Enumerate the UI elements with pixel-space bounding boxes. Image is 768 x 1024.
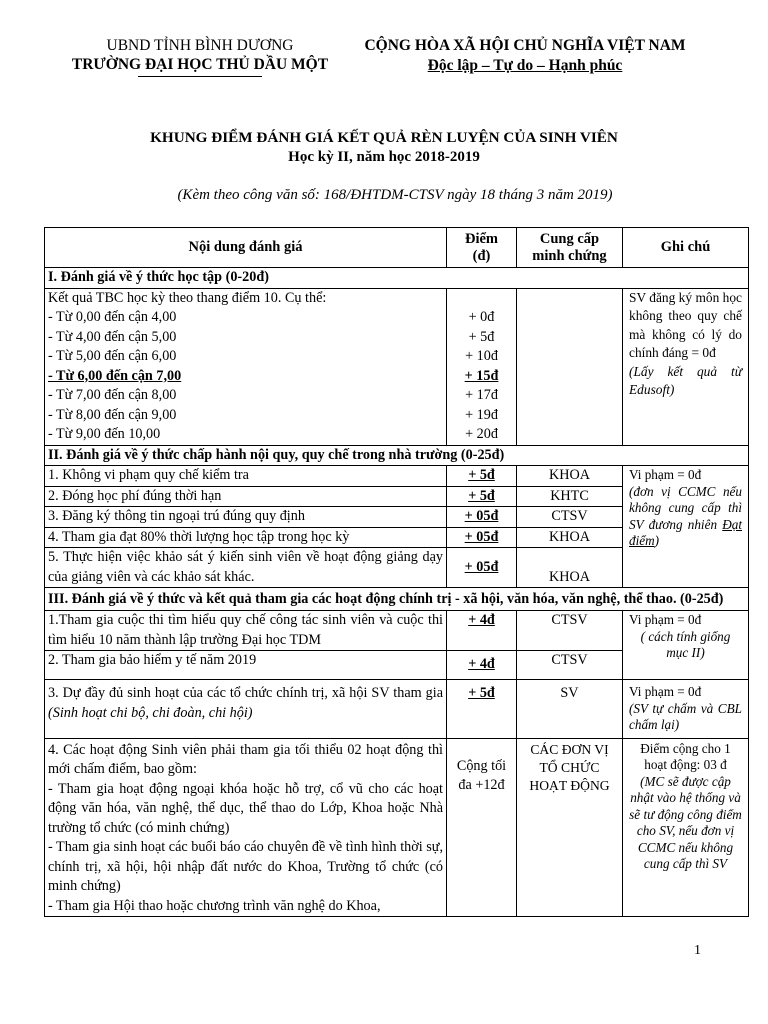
section-1-intro: Kết quả TBC học kỳ theo thang điểm 10. Cụ thể: [48,289,327,306]
criterion-label-text: 3. Dự đầy đủ sinh hoạt của các tổ chức chính trị, xã hội SV tham gia [48,685,443,701]
section-1-note-source: (Lấy kết quả từ Edusoft) [629,363,742,397]
section-1-content [45,288,447,445]
header-evidence-l2: minh chứng [532,247,607,264]
points-value: + 0đ [468,309,495,325]
department-name: UBND TỈNH BÌNH DƯƠNG [106,37,294,54]
header-points-l1: Điểm [464,230,498,247]
points-value: + 5đ [468,328,495,345]
section-3-title-row [45,588,749,611]
criterion-evidence: SV [517,680,623,739]
section-3-note-3-l1: Vi phạm = 0đ [629,684,702,699]
criterion-points: + 05đ [447,507,517,528]
table-row [45,466,749,487]
criterion-label: 2. Tham gia bảo hiểm y tế năm 2019 [45,651,447,680]
criterion-label: 2. Đóng học phí đúng thời hạn [45,486,447,507]
criterion-label [45,680,447,739]
criterion-label [45,738,447,917]
list-item: - Từ 4,00 đến cận 5,00 [48,328,177,345]
criterion-points: + 5đ [447,466,517,487]
activity-bullet: - Tham gia Hội thao hoặc chương trình văn nghệ do Khoa, [48,897,381,914]
country-motto: CỘNG HÒA XÃ HỘI CHỦ NGHĨA VIỆT NAM [364,37,686,54]
section-1-evidence [517,288,623,445]
table-row [45,680,749,739]
criterion-label: 1. Không vi phạm quy chế kiểm tra [45,466,447,487]
criterion-label: 4. Tham gia đạt 80% thời lượng học tập trong học kỳ [45,527,447,548]
page-number: 1 [694,943,701,958]
section-2-note-l2: (đơn vị CCMC nếu không cung cấp thì SV đương nhiên [629,483,742,532]
criterion-points: + 4đ [447,651,517,680]
criterion-evidence: KHOA [517,548,623,588]
header-points [447,228,517,268]
criterion-evidence: CÁC ĐƠN VỊ TỔ CHỨC HOẠT ĐỘNG [517,738,623,917]
section-3-title: III. Đánh giá về ý thức và kết quả tham gia các hoạt động chính trị - xã hội, văn hóa, văn nghệ, thể thao. (0-25đ) [45,588,749,611]
table-row [45,738,749,917]
section-1-title-row [45,268,749,289]
section-2-note-l1: Vi phạm = 0đ [629,467,702,482]
criterion-points: + 05đ [447,527,517,548]
criterion-evidence: CTSV [517,507,623,528]
points-value: + 20đ [465,426,498,442]
page-subtitle: Học kỳ II, năm học 2018-2019 [288,149,480,165]
section-3-note-3 [623,680,749,739]
section-1-title: I. Đánh giá về ý thức học tập (0-20đ) [45,268,749,289]
header-content: Nội dung đánh giá [45,228,447,268]
section-1-body-row [45,288,749,445]
section-3-note-4 [623,738,749,917]
section-3-note-12-l1: Vi phạm = 0đ [629,612,702,627]
section-1-points [447,288,517,445]
section-3-note-3-l2: (SV tự chấm và CBL chấm lại) [629,700,742,732]
points-value: + 19đ [465,406,498,423]
evaluation-table [44,227,749,917]
page-title: KHUNG ĐIỂM ĐÁNH GIÁ KẾT QUẢ RÈN LUYỆN CỦA SINH VIÊN [150,129,618,146]
section-3-note-12-l2: ( cách tính giống mục II) [640,628,731,660]
section-3-note-12 [623,611,749,680]
section-2-title: II. Đánh giá về ý thức chấp hành nội quy, quy chế trong nhà trường (0-25đ) [45,445,749,466]
section-2-note-l4: ) [654,533,660,548]
criterion-label: 5. Thực hiện việc khảo sát ý kiến sinh viên về hoạt động giảng dạy của giảng viên và các khảo sát khác. [45,548,447,588]
header-points-l2: (đ) [472,247,491,264]
list-item: - Từ 5,00 đến cận 6,00 [48,348,177,364]
criterion-evidence: CTSV [517,651,623,680]
section-2-note [623,466,749,588]
criterion-evidence: CTSV [517,611,623,651]
criterion-evidence: KHOA [517,466,623,487]
header-evidence [517,228,623,268]
activity-intro: 4. Các hoạt động Sinh viên phải tham gia tối thiểu 02 hoạt động thì mới chấm điểm, bao gồm: [48,741,443,777]
points-value-highlighted: + 15đ [464,367,499,384]
table-header-row [45,228,749,268]
criterion-points: + 5đ [447,486,517,507]
list-item: - Từ 9,00 đến 10,00 [48,426,161,442]
points-value: + 17đ [465,387,498,403]
header-evidence-l1: Cung cấp [539,230,600,247]
header-notes: Ghi chú [623,228,749,268]
section-2-title-row [45,445,749,466]
points-value: + 10đ [465,348,498,364]
criterion-points: + 5đ [447,680,517,739]
criterion-evidence: KHOA [517,527,623,548]
section-3-note-4-l2: (MC sẽ được cập nhật vào hệ thống và sẽ tư động công điểm cho SV, nếu đơn vị CCMC nếu không cung cấp thì SV [629,773,742,871]
school-underline [138,76,262,77]
slogan: Độc lập – Tự do – Hạnh phúc [427,57,623,74]
section-3-note-4-l1: Điểm cộng cho 1 hoạt động: 03 đ [640,740,731,772]
section-1-note-text: SV đăng ký môn học không theo quy chế mà không có lý do chính đáng = 0đ [629,289,742,360]
criterion-label: 1.Tham gia cuộc thi tìm hiểu quy chế công tác sinh viên và cuộc thi tìm hiểu 10 năm thành lập trường Đại học TDM [45,611,447,651]
table-row [45,611,749,651]
section-1-note [623,288,749,445]
section-2-note-l3: Đạt điểm [629,516,742,548]
reference-note: (Kèm theo công văn số: 168/ĐHTDM-CTSV ngày 18 tháng 3 năm 2019) [177,187,613,203]
school-name: TRƯỜNG ĐẠI HỌC THỦ DẦU MỘT [71,56,329,73]
activity-bullet: - Tham gia hoạt động ngoại khóa hoặc hỗ trợ, cổ vũ cho các hoạt động văn hóa, văn nghệ, thể dục, thể thao do Lớp, Khoa hoặc Nhà trường tổ chức (có minh chứng) [48,780,443,836]
criterion-points: + 4đ [447,611,517,651]
list-item-highlighted: - Từ 6,00 đến cận 7,00 [48,367,182,384]
criterion-evidence: KHTC [517,486,623,507]
list-item: - Từ 8,00 đến cận 9,00 [48,406,177,423]
list-item: - Từ 7,00 đến cận 8,00 [48,387,177,403]
criterion-label: 3. Đăng ký thông tin ngoại trú đúng quy định [45,507,447,528]
criterion-points: + 05đ [447,548,517,588]
activity-bullet: - Tham gia sinh hoạt các buổi báo cáo chuyên đề về tình hình thời sự, chính trị, xã hội, hội nhập đất nước do Khoa, Trường tổ chức (có minh chứng) [48,839,443,894]
criterion-points: Cộng tối đa +12đ [447,738,517,917]
criterion-label-italic: (Sinh hoạt chi bộ, chi đoàn, chi hội) [48,704,253,721]
list-item: - Từ 0,00 đến cận 4,00 [48,309,177,325]
